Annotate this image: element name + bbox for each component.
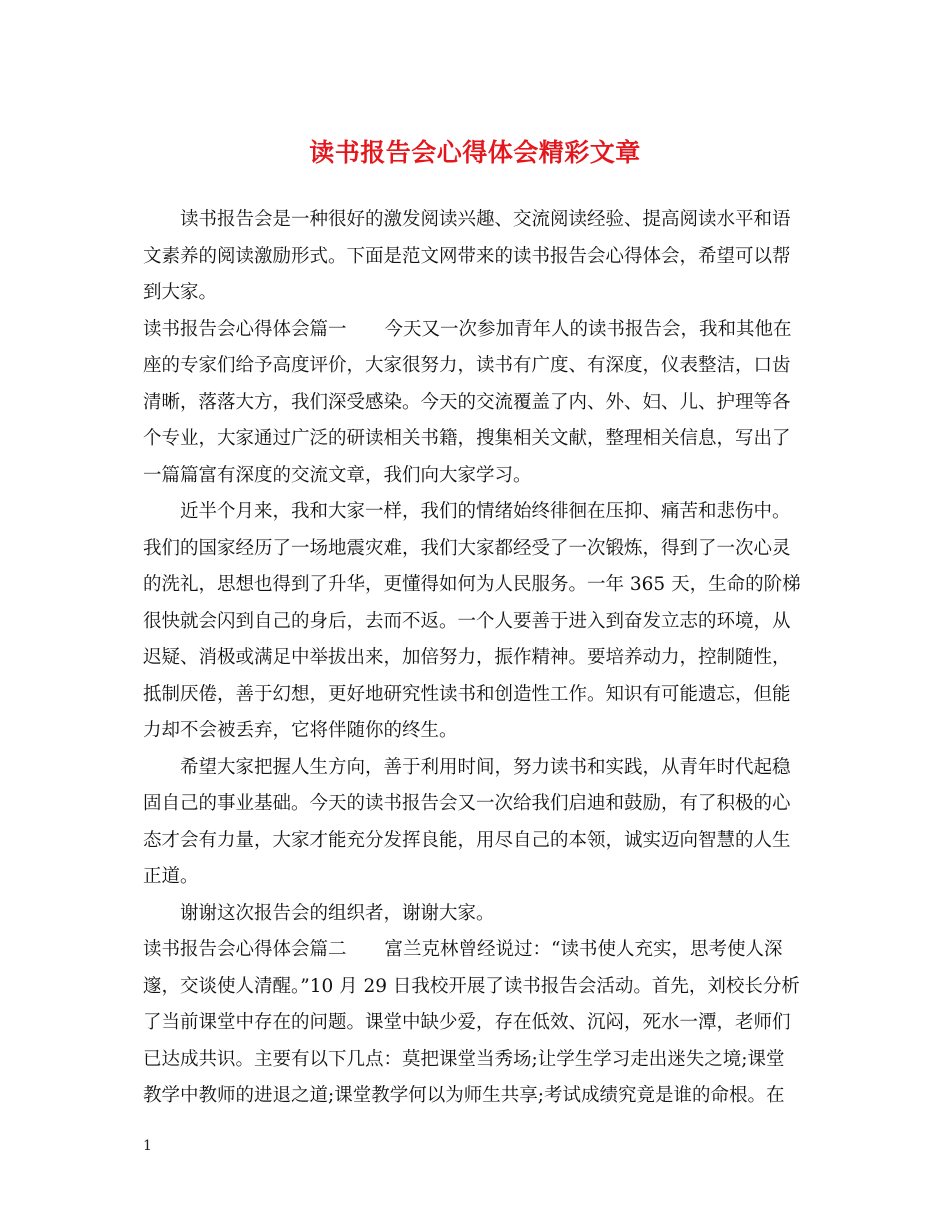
paragraph-line: 很快就会闪到自己的身后，去而不返。一个人要善于进入到奋发立志的环境，从 bbox=[143, 610, 791, 632]
section-one-heading: 读书报告会心得体会篇一 bbox=[143, 318, 347, 340]
paragraph-line: 正道。 bbox=[143, 866, 199, 887]
paragraph-line: 我们的国家经历了一场地震灾难，我们大家都经受了一次锻炼，得到了一次心灵 bbox=[143, 537, 791, 559]
section-one-text: 今天又一次参加青年人的读书报告会，我和其他在 bbox=[384, 318, 792, 340]
paragraph-line: 一篇篇富有深度的交流文章，我们向大家学习。 bbox=[143, 464, 532, 486]
section-two-heading: 读书报告会心得体会篇二 bbox=[143, 939, 347, 960]
paragraph-line: 清晰，落落大方，我们深受感染。今天的交流覆盖了内、外、妇、儿、护理等各 bbox=[143, 391, 791, 413]
paragraph-line: 抵制厌倦，善于幻想，更好地研究性读书和创造性工作。知识有可能遗忘，但能 bbox=[143, 683, 791, 705]
paragraph-line: 的洗礼，思想也得到了升华，更懂得如何为人民服务。一年 365 天，生命的阶梯 bbox=[143, 574, 801, 595]
intro-line: 到大家。 bbox=[143, 282, 218, 303]
paragraph-line: 固自己的事业基础。今天的读书报告会又一次给我们启迪和鼓励，有了积极的心 bbox=[143, 793, 791, 814]
paragraph-line: 教学中教师的进退之道;课堂教学何以为师生共享;考试成绩究竟是谁的命根。在 bbox=[143, 1085, 785, 1106]
paragraph-line: 迟疑、消极或满足中举拔出来，加倍努力，振作精神。要培养动力，控制随性， bbox=[143, 647, 791, 668]
paragraph-line: 谢谢这次报告会的组织者，谢谢大家。 bbox=[180, 902, 495, 924]
section-one-first-line bbox=[143, 312, 811, 349]
section-two-first-line bbox=[143, 932, 811, 969]
paragraph-line: 力却不会被丢弃，它将伴随你的终生。 bbox=[143, 720, 458, 741]
page-number: 1 bbox=[143, 1138, 152, 1154]
section-two-text: 富兰克林曾经说过：“读书使人充实，思考使人深 bbox=[384, 939, 783, 960]
paragraph-line: 态才会有力量，大家才能充分发挥良能，用尽自己的本领，诚实迈向智慧的人生 bbox=[143, 829, 791, 851]
paragraph-line: 近半个月来，我和大家一样，我们的情绪始终徘徊在压抑、痛苦和悲伤中。 bbox=[180, 501, 791, 522]
paragraph-line: 个专业，大家通过广泛的研读相关书籍，搜集相关文献，整理相关信息，写出了 bbox=[143, 428, 791, 449]
intro-line: 读书报告会是一种很好的激发阅读兴趣、交流阅读经验、提高阅读水平和语 bbox=[180, 209, 791, 230]
paragraph-line: 了当前课堂中存在的问题。课堂中缺少爱，存在低效、沉闷，死水一潭，老师们 bbox=[143, 1012, 791, 1033]
paragraph-line: 已达成共识。主要有以下几点：莫把课堂当秀场;让学生学习走出迷失之境;课堂 bbox=[143, 1048, 785, 1070]
paragraph-line: 邃，交谈使人清醒。”10 月 29 日我校开展了读书报告会活动。首先，刘校长分析 bbox=[143, 975, 800, 997]
paragraph-line: 座的专家们给予高度评价，大家很努力，读书有广度、有深度，仪表整洁，口齿 bbox=[143, 355, 791, 376]
paragraph-line: 希望大家把握人生方向，善于利用时间，努力读书和实践，从青年时代起稳 bbox=[180, 756, 791, 778]
document-body bbox=[143, 202, 811, 1115]
intro-line: 文素养的阅读激励形式。下面是范文网带来的读书报告会心得体会，希望可以帮 bbox=[143, 245, 791, 267]
document-title: 读书报告会心得体会精彩文章 bbox=[309, 138, 641, 167]
